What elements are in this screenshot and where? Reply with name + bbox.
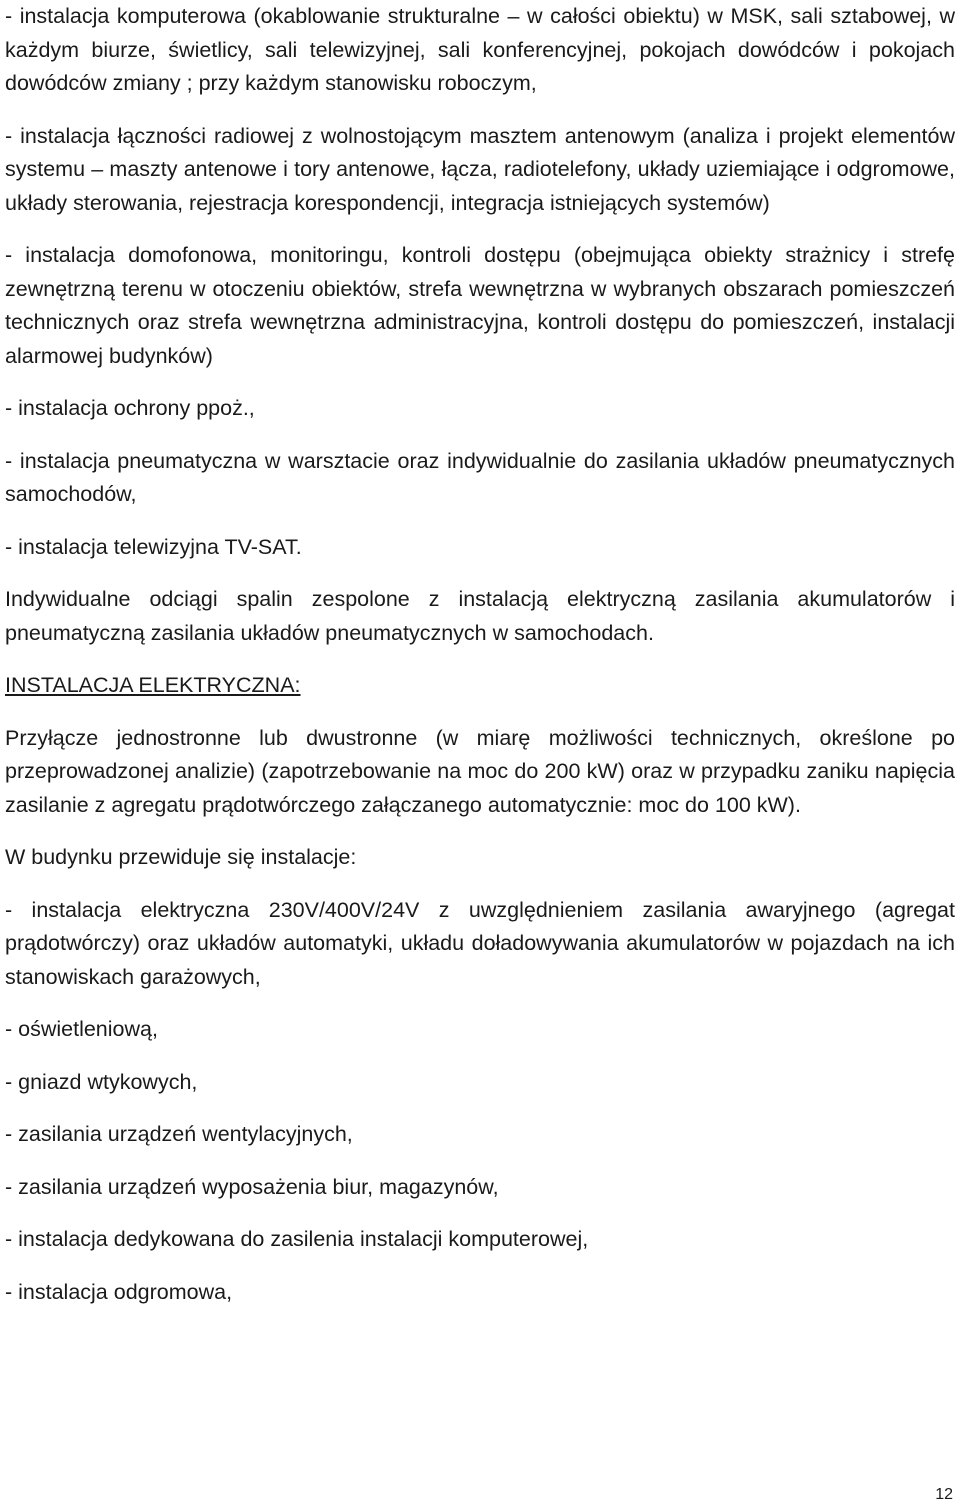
list-item-sockets: - gniazd wtykowych, [5,1069,198,1094]
list-item-office-equipment-power: - zasilania urządzeń wyposażenia biur, magazynów, [5,1174,499,1199]
section-heading-electrical: INSTALACJA ELEKTRYCZNA: [5,673,301,697]
paragraph-computer-installation: - instalacja komputerowa (okablowanie strukturalne – w całości obiektu) w MSK, sali sztabowej, w każdym biurze, świetlicy, sali telewizyjnej, sali konferencyjnej, pokojach dowódców i pokojach dowódców zmiany ; przy każdym stanowisku roboczym, [5,4,955,95]
paragraph-exhaust-extraction: Indywidualne odciągi spalin zespolone z instalacją elektryczną zasilania akumulatorów i pneumatyczną zasilania układów pneumatycznych w samochodach. [5,587,955,645]
page-number: 12 [935,1486,953,1503]
paragraph-fire-protection: - instalacja ochrony ppoż., [5,396,255,420]
document-page [5,0,955,1328]
paragraph-power-connection: Przyłącze jednostronne lub dwustronne (w miarę możliwości technicznych, określone po przeprowadzonej analizie) (zapotrzebowanie na moc do 200 kW) oraz w przypadku zaniku napięcia zasilanie z agregatu prądotwórczego załączanego automatycznie: moc do 100 kW). [5,725,955,817]
list-item-lightning-protection: - instalacja odgromowa, [5,1279,233,1304]
list-item-computer-power: - instalacja dedykowana do zasilenia instalacji komputerowej, [5,1227,589,1251]
paragraph-radio-installation: - instalacja łączności radiowej z wolnostojącym masztem antenowym (analiza i projekt elementów systemu – maszty antenowe i tory antenowe, łącza, radiotelefony, układy uziemiające i odgromowe, układy sterowania, rejestracja korespondencji, integracja istniejących systemów) [5,123,955,215]
paragraph-pneumatic-installation: - instalacja pneumatyczna w warsztacie oraz indywidualnie do zasilania układów pneumatycznych samochodów, [5,448,955,506]
list-item-electrical: - instalacja elektryczna 230V/400V/24V z uwzględnieniem zasilania awaryjnego (agregat prądotwórczy) oraz układów automatyki, układu doładowywania akumulatorów w pojazdach na ich stanowiskach garażowych, [5,897,955,989]
list-item-ventilation-power: - zasilania urządzeń wentylacyjnych, [5,1122,353,1146]
list-item-lighting: - oświetleniową, [5,1017,158,1041]
paragraph-intercom-installation: - instalacja domofonowa, monitoringu, kontroli dostępu (obejmująca obiekty strażnicy i strefę zewnętrzną terenu w otoczeniu obiektów, strefa wewnętrzna w wybranych obszarach pomieszczeń technicznych oraz strefa wewnętrzna administracyjna, kontroli dostępu do pomieszczeń, instalacji alarmowej budynków) [5,243,955,368]
paragraph-installations-intro: W budynku przewiduje się instalacje: [5,845,357,869]
paragraph-tv-sat: - instalacja telewizyjna TV-SAT. [5,534,302,559]
